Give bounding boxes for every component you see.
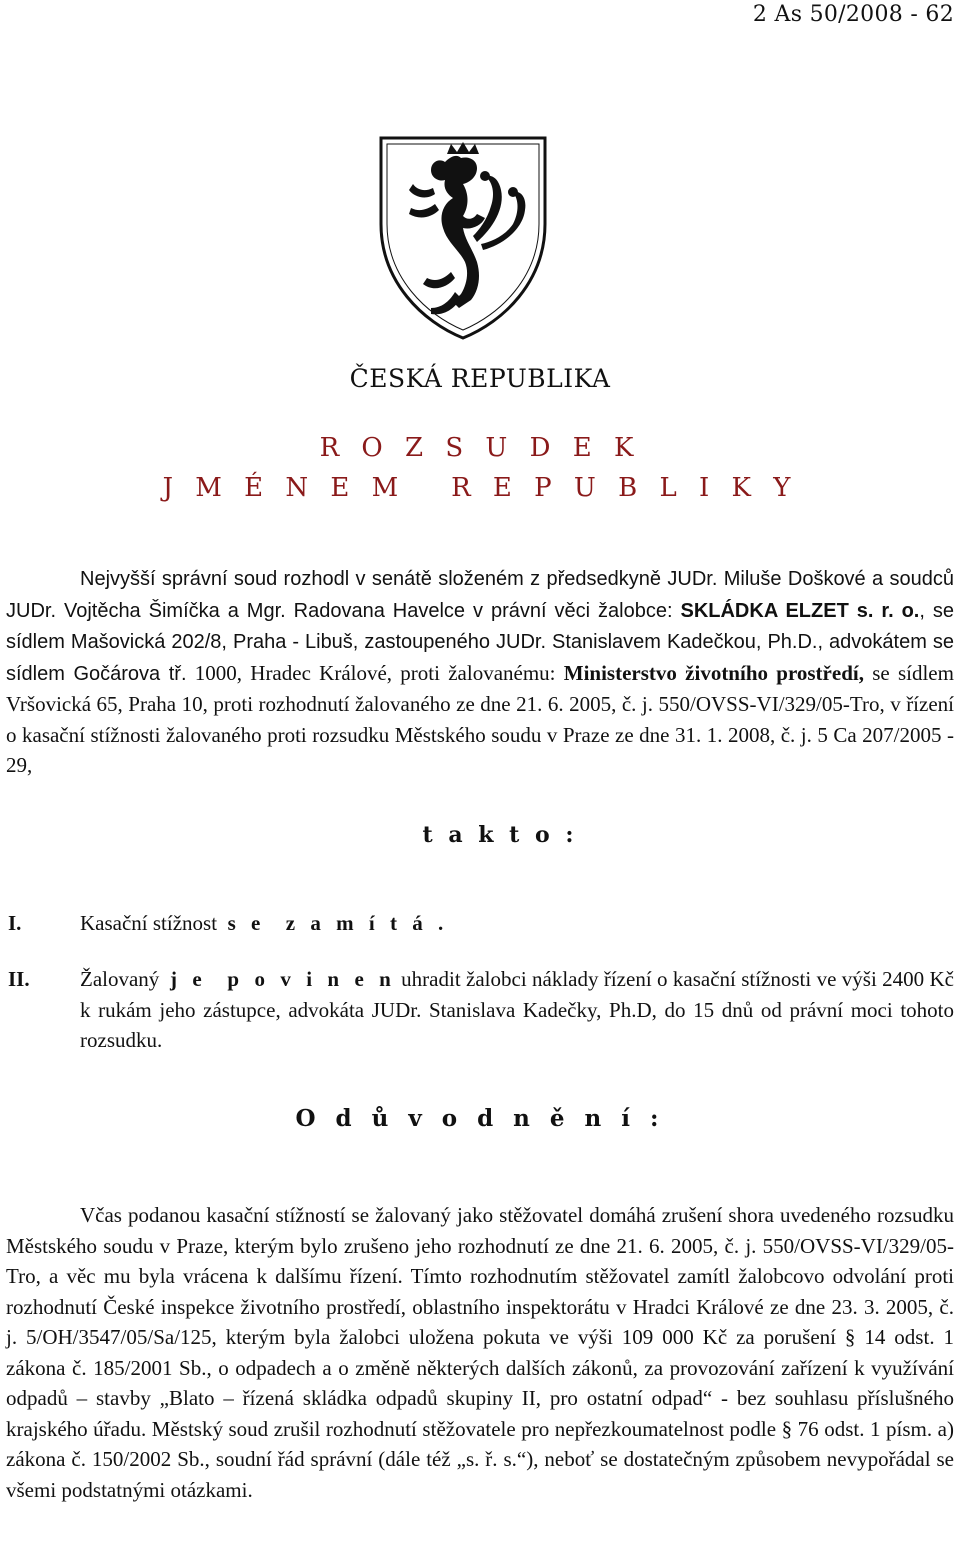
ruling-item-number: II. (8, 967, 30, 991)
intro-text-2: , se sídlem Mašovická 202/8, Praha - Libuš, zastoupeného JUDr. Stanislavem Kadečkou, Ph.D., advokátem se sídlem Gočárova tř. (6, 599, 954, 685)
case-number: 2 As 50/2008 - 62 (752, 2, 954, 27)
defendant-name: Ministerstvo životního prostředí, (563, 660, 864, 685)
verdict-title: R O Z S U D E K (319, 433, 641, 463)
ruling-item-text-before: Žalovaný (80, 967, 171, 991)
verdict-subtitle: J M É N E M R E P U B L I K Y (162, 473, 798, 503)
country-heading: ČESKÁ REPUBLIKA (349, 364, 611, 393)
reasoning-heading: O d ů v o d n ě n í : (295, 1105, 665, 1132)
ruling-item (8, 964, 954, 1056)
verdict-heading (0, 428, 960, 508)
intro-text-3: 1000, Hradec Králové, proti žalovanému: (186, 660, 564, 685)
ruling-item-text (80, 964, 954, 1056)
ruling-heading: t a k t o : (422, 822, 578, 848)
czech-lion-coat-of-arms-icon (373, 132, 553, 342)
ruling-item-text (80, 908, 954, 939)
intro-text-4: se sídlem Vršovická 65, Praha 10, proti rozhodnutí žalovaného ze dne 21. 6. 2005, č. j. 550/OVSS-VI/329/05-Tro, v řízení o kasační stížnosti žalovaného proti rozsudku Městského soudu v Praze ze dne 31. 1. 2008, č. j. 5 Ca 207/2005 - 29, (6, 660, 954, 777)
intro-text-1: Nejvyšší správní soud rozhodl v senátě složeném z předsedkyně JUDr. Miluše Doškové a soudců JUDr. Vojtěcha Šimíčka a Mgr. Radovana Havelce v právní věci žalobce: (6, 568, 954, 622)
ruling-item-emphasis: s e z a m í t á . (227, 911, 449, 935)
ruling-item-number: I. (8, 911, 22, 935)
ruling-item-text-before: Kasační stížnost (80, 911, 228, 935)
ruling-item (8, 908, 954, 939)
reasoning-paragraph: Včas podanou kasační stížností se žalovaný jako stěžovatel domáhá zrušení shora uvedeného rozsudku Městského soudu v Praze, kterým bylo zrušeno jeho rozhodnutí ze dne 21. 6. 2005, č. j. 550/OVSS-VI/329/05-Tro, a věc mu byla vrácena k dalšímu řízení. Tímto rozhodnutím stěžovatel zamítl žalobcovo odvolání proti rozhodnutí České inspekce životního prostředí, oblastního inspektorátu v Hradci Králové ze dne 23. 3. 2005, č. j. 5/OH/3547/05/Sa/125, kterým byla žalobci uložena pokuta ve výši 109 000 Kč za porušení § 14 odst. 1 zákona č. 185/2001 Sb., o odpadech a o změně některých dalších zákonů, za provozování zařízení k využívání odpadů – stavby „Blato – řízená skládka odpadů skupiny II, pro ostatní odpad“ - bez souhlasu příslušného krajského úřadu. Městský soud zrušil rozhodnutí stěžovatele pro nepřezkoumatelnost podle § 76 odst. 1 písm. a) zákona č. 150/2002 Sb., soudní řád správní (dále též „s. ř. s.“), neboť se dostatečným způsobem nevypořádal se všemi podstatnými otázkami. (6, 1203, 954, 1502)
plaintiff-name: SKLÁDKA ELZET s. r. o. (680, 599, 920, 622)
ruling-item-text-after: uhradit žalobci náklady řízení o kasační stížnosti ve výši 2400 Kč k rukám jeho zástupce, advokáta JUDr. Stanislava Kadečky, Ph.D, do 15 dnů od právní moci tohoto rozsudku. (80, 967, 954, 1052)
ruling-item-emphasis: j e p o v i n e n (170, 967, 396, 991)
intro-paragraph (6, 563, 954, 781)
